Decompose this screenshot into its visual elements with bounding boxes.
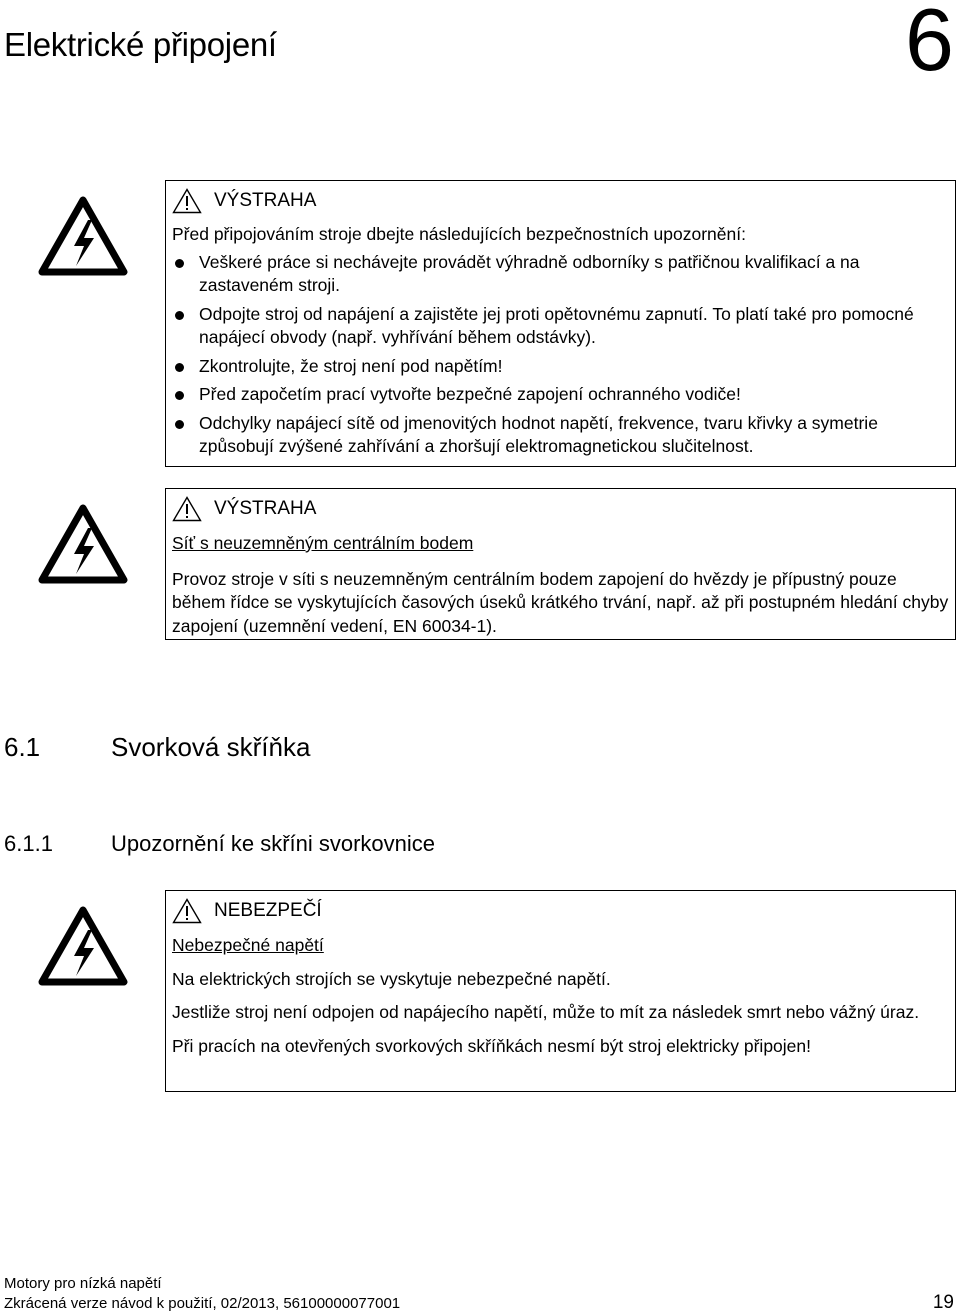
warning-triangle-icon: [172, 496, 202, 522]
warning-bullet-list: [172, 251, 949, 459]
warning-subtitle: Nebezpečné napětí: [172, 935, 324, 955]
section-number: 6.1.1: [4, 831, 53, 856]
list-item: Odpojte stroj od napájení a zajistěte jej proti opětovnému zapnutí. To platí také pro pomocné napájecí obvody (např. vyhřívání během odstávky).: [172, 303, 949, 350]
footer-document-title: Motory pro nízká napětí: [4, 1275, 162, 1292]
section-title: Svorková skříňka: [111, 732, 311, 762]
warning-intro: Před připojováním stroje dbejte následujících bezpečnostních upozornění:: [172, 224, 746, 244]
signal-word: VÝSTRAHA: [214, 498, 317, 520]
page-number: 19: [932, 1292, 954, 1313]
list-item: Před započetím prací vytvořte bezpečné zapojení ochranného vodiče!: [172, 383, 949, 407]
signal-word: VÝSTRAHA: [214, 190, 317, 212]
section-number: 6.1: [4, 732, 41, 762]
list-item: Odchylky napájecí sítě od jmenovitých hodnot napětí, frekvence, tvaru křivky a symetrie způsobují zvýšené zahřívání a zhoršují elektromagnetickou slučitelnost.: [172, 412, 949, 459]
electric-hazard-icon: [38, 196, 128, 276]
warning-triangle-icon: [172, 188, 202, 214]
warning-paragraph: Jestliže stroj není odpojen od napájecího napětí, může to mít za následek smrt nebo vážný úraz.: [172, 1002, 920, 1022]
list-item: Zkontrolujte, že stroj není pod napětím!: [172, 355, 949, 379]
chapter-number: 6: [905, 0, 954, 89]
chapter-title: Elektrické připojení: [4, 26, 277, 63]
warning-box: [165, 180, 956, 467]
warning-triangle-icon: [172, 898, 202, 924]
electric-hazard-icon: [38, 504, 128, 584]
warning-subtitle: Síť s neuzemněným centrálním bodem: [172, 533, 474, 553]
warning-paragraph: Při pracích na otevřených svorkových skříňkách nesmí být stroj elektricky připojen!: [172, 1035, 811, 1056]
warning-text: Provoz stroje v síti s neuzemněným centrálním bodem zapojení do hvězdy je přípustný pouze během řídce se vyskytujících časových úseků krátkého trvání, např. až při postupném hledání chyby zapojení (uzemnění vedení, EN 60034-1).: [172, 568, 949, 636]
warning-header: [172, 181, 949, 221]
danger-box: [165, 890, 956, 1092]
footer-document-info: Zkrácená verze návod k použití, 02/2013, 56100000077001: [4, 1295, 401, 1312]
warning-box: [165, 488, 956, 640]
warning-header: [172, 891, 949, 931]
signal-word: NEBEZPEČÍ: [214, 900, 322, 922]
section-title: Upozornění ke skříni svorkovnice: [111, 831, 436, 856]
list-item: Veškeré práce si nechávejte provádět výhradně odborníky s patřičnou kvalifikací a na zastaveném stroji.: [172, 251, 949, 298]
electric-hazard-icon: [38, 906, 128, 986]
warning-header: [172, 489, 949, 529]
warning-paragraph: Na elektrických strojích se vyskytuje nebezpečné napětí.: [172, 968, 611, 989]
